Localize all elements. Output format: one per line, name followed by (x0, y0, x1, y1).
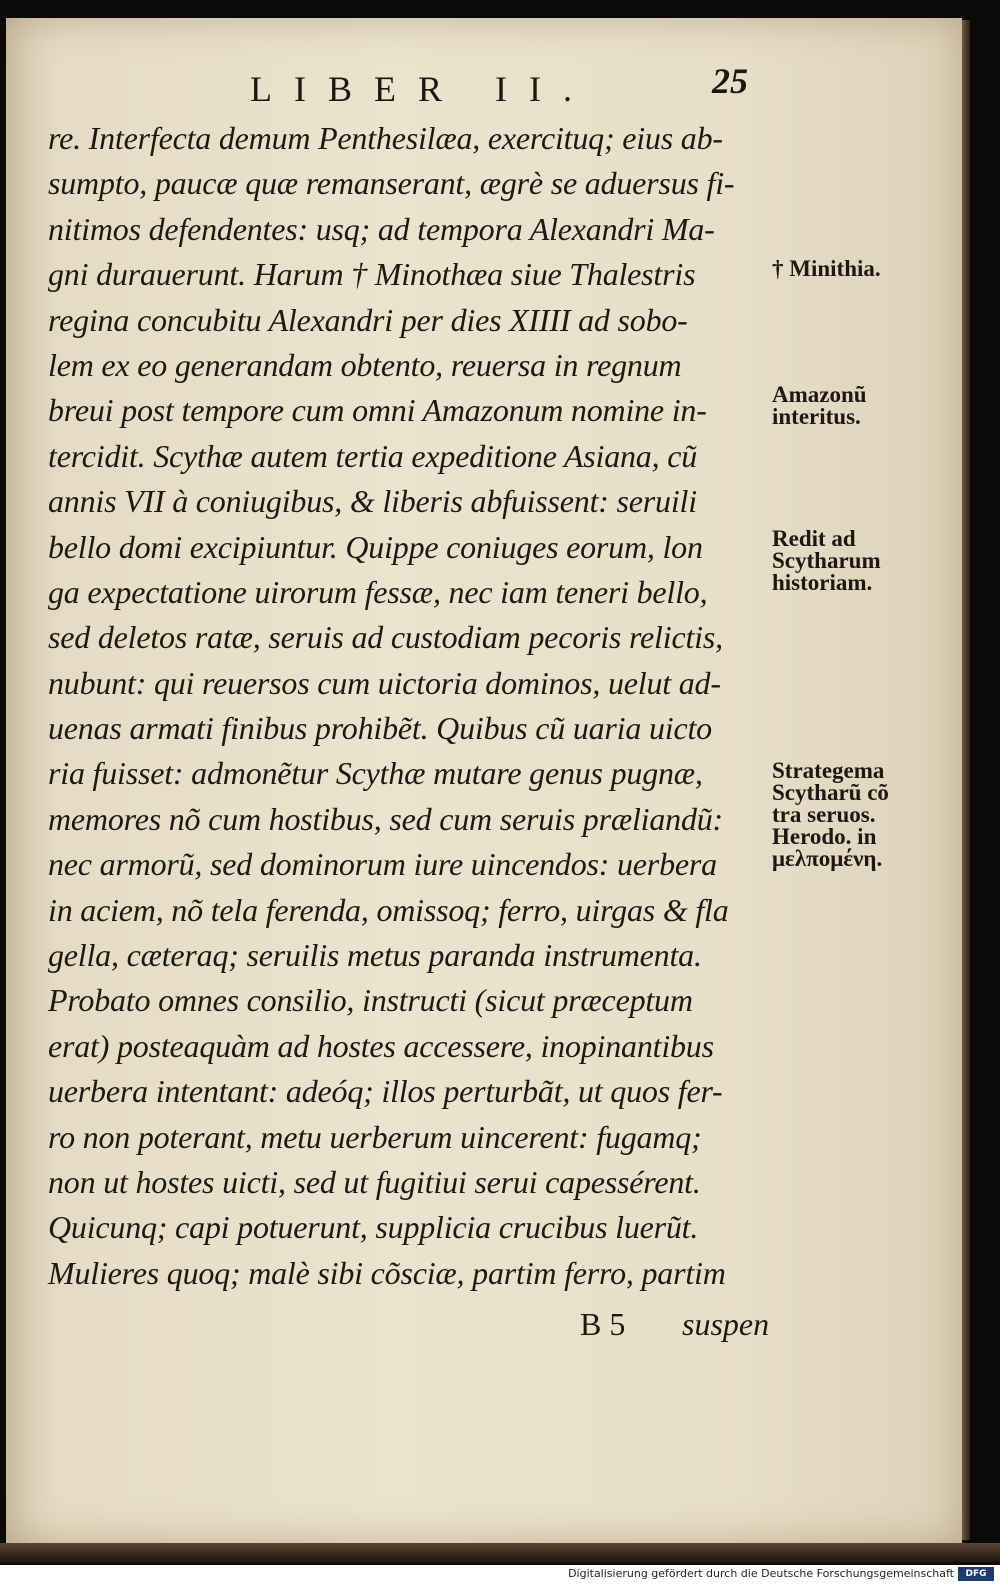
marginal-note-line: interitus. (772, 404, 861, 429)
signature-mark: B 5 (580, 1306, 626, 1342)
marginal-note-line: Scytharũ cõ (772, 780, 889, 805)
marginal-note-line: Amazonũ (772, 382, 867, 407)
text-line: breui post tempore cum omni Amazonum nomine in- (48, 392, 707, 429)
text-line: Probato omnes consilio, instructi (sicut præceptum (48, 982, 693, 1019)
text-line: Quicunq; capi potuerunt, supplicia crucibus luerũt. (48, 1209, 699, 1246)
text-line: sumpto, paucæ quæ remanserant, ægrè se aduersus fi- (48, 165, 735, 202)
marginal-note-line: tra seruos. (772, 802, 876, 827)
running-head: LIBER II. (250, 69, 594, 109)
text-line: gella, cæteraq; seruilis metus paranda instrumenta. (48, 937, 702, 974)
text-line: memores nõ cum hostibus, sed cum seruis præliandũ: (48, 800, 724, 837)
text-line: nitimos defendentes: usq; ad tempora Alexandri Ma- (48, 210, 715, 247)
text-line: tercidit. Scythæ autem tertia expeditione Asiana, cũ (48, 437, 698, 474)
text-line: ga expectatione uirorum fessæ, nec iam teneri bello, (48, 573, 708, 610)
page-number: 25 (712, 61, 748, 101)
marginal-note-line: † Minithia. (772, 256, 881, 281)
catchword: suspen (682, 1306, 770, 1342)
text-line: non ut hostes uicti, sed ut fugitiui serui capessérent. (48, 1163, 701, 1200)
marginal-note-minithia (772, 258, 952, 280)
text-line: erat) posteaquàm ad hostes accessere, inopinantibus (48, 1027, 714, 1064)
text-line: ro non poterant, metu uerberum uincerent: fugamq; (48, 1118, 702, 1155)
marginal-note-line: μελπομένη. (772, 846, 883, 871)
marginal-note-line: Redit ad (772, 526, 856, 551)
text-line: regina concubitu Alexandri per dies XIIII ad sobo- (48, 301, 688, 338)
text-line: bello domi excipiuntur. Quippe coniuges eorum, lon (48, 528, 703, 565)
marginal-note-line: Herodo. in (772, 824, 877, 849)
marginal-note-redit (772, 528, 952, 594)
binding-strip (0, 1543, 1000, 1563)
marginal-note-line: Scytharum (772, 548, 881, 573)
marginal-note-amazonum (772, 384, 952, 428)
text-line: in aciem, nõ tela ferenda, omissoq; ferro, uirgas & fla (48, 891, 729, 928)
marginal-note-line: historiam. (772, 570, 873, 595)
dfg-logo: DFG (958, 1567, 994, 1581)
text-line: lem ex eo generandam obtento, reuersa in regnum (48, 346, 682, 383)
text-line: nec armorũ, sed dominorum iure uincendos: uerbera (48, 846, 717, 883)
signature-catchword-line (580, 1306, 780, 1346)
text-line: sed deletos ratæ, seruis ad custodiam pecoris relictis, (48, 619, 723, 656)
text-line: nubunt: qui reuersos cum uictoria dominos, uelut ad- (48, 664, 721, 701)
digitization-footer (0, 1565, 1000, 1584)
marginal-note-line: Strategema (772, 758, 885, 783)
marginal-note-strategema (772, 760, 952, 870)
text-line: uerbera intentant: adeóq; illos perturbãt, ut quos fer- (48, 1073, 723, 1110)
text-line: uenas armati finibus prohibẽt. Quibus cũ uaria uicto (48, 710, 712, 747)
main-text-block (48, 116, 788, 1296)
text-line: ria fuisset: admonẽtur Scythæ mutare genus pugnæ, (48, 755, 703, 792)
text-line: gni durauerunt. Harum † Minothæa siue Thalestris (48, 256, 696, 293)
text-line: Mulieres quoq; malè sibi cõsciæ, partim ferro, partim (48, 1254, 726, 1291)
footer-credit: Digitalisierung gefördert durch die Deutsche Forschungsgemeinschaft (568, 1567, 954, 1580)
page-edge (962, 20, 970, 1540)
text-line: re. Interfecta demum Penthesilæa, exercituq; eius ab- (48, 120, 723, 156)
text-line: annis VII à coniugibus, & liberis abfuissent: seruili (48, 483, 697, 520)
